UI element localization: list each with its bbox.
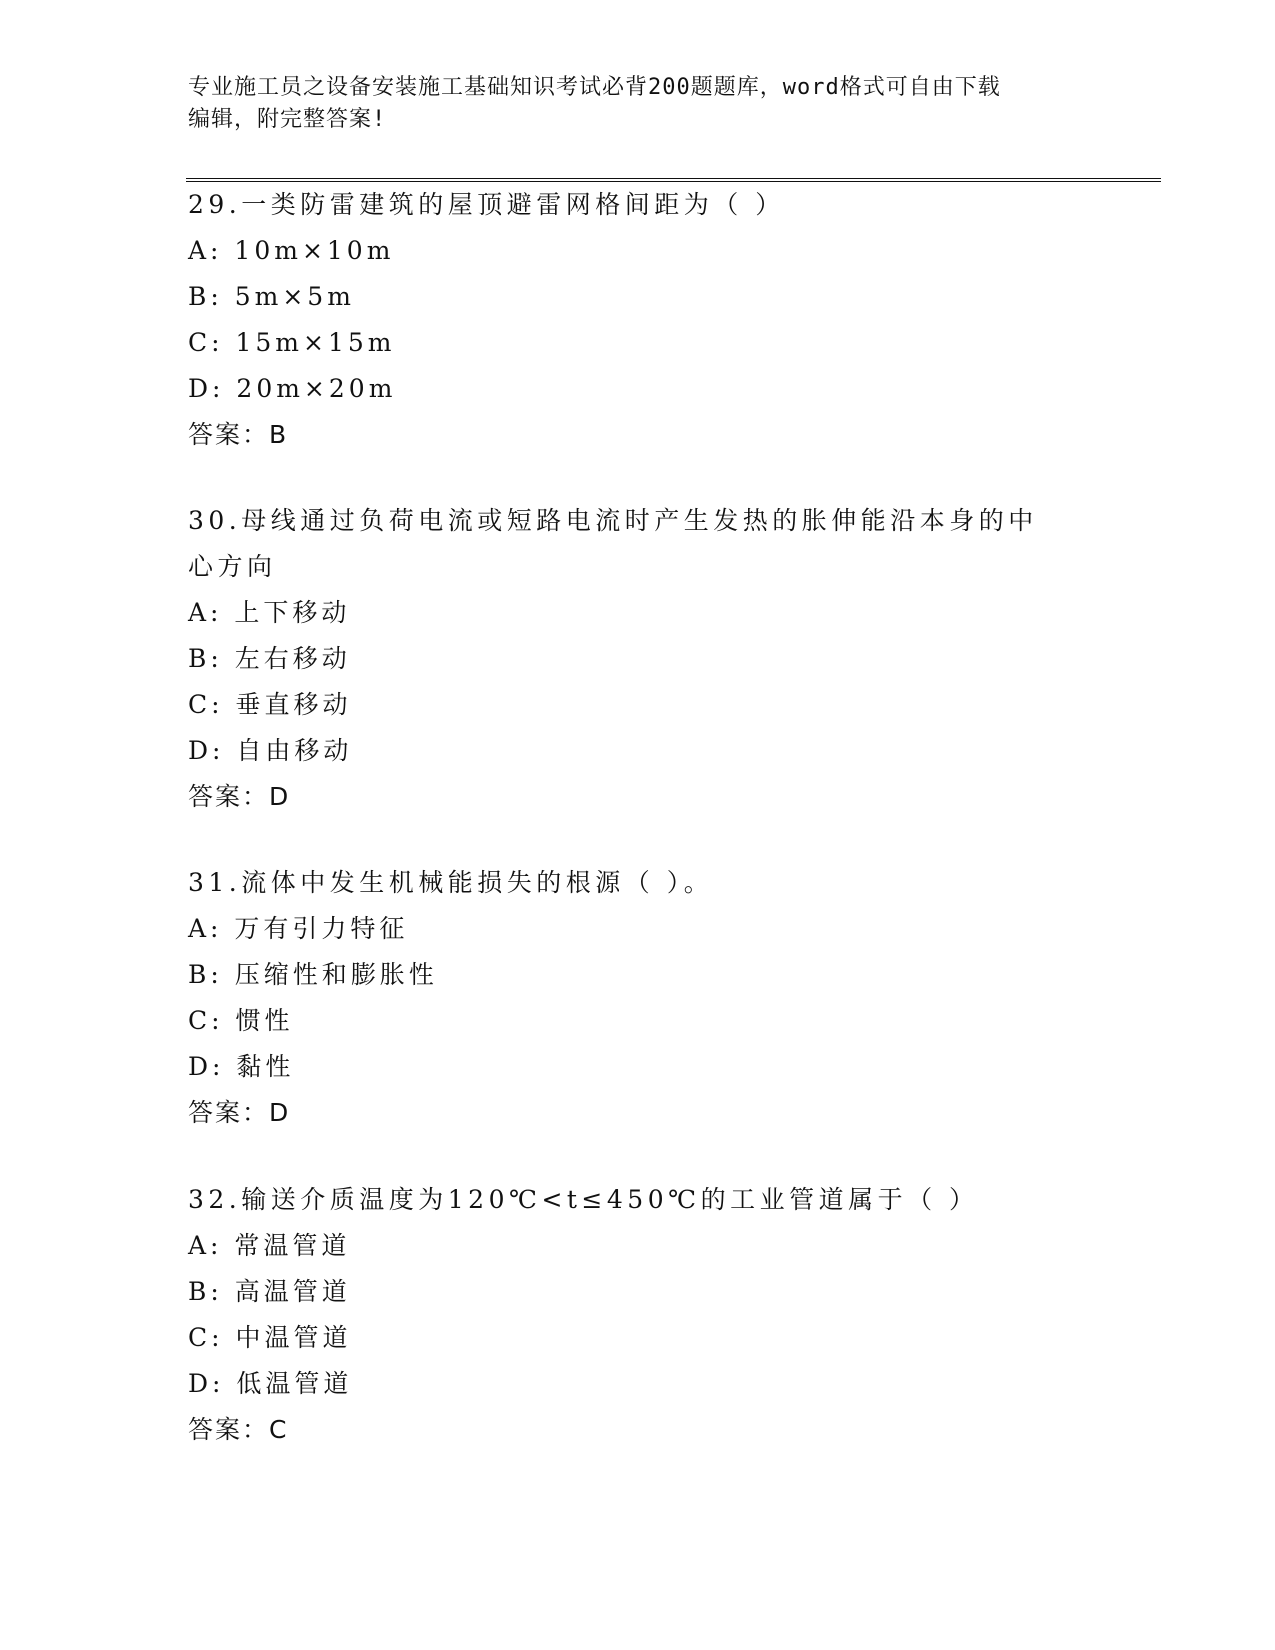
option-d: D: 低温管道 [188, 1369, 353, 1398]
option-a: A: 10m×10m [188, 236, 395, 265]
question-stem: 31.流体中发生机械能损失的根源（ ）。 [188, 868, 714, 897]
option-d: D: 黏性 [188, 1052, 295, 1081]
question-stem: 32.输送介质温度为120℃<t≤450℃的工业管道属于（ ） [188, 1185, 979, 1214]
question-32 [188, 1177, 1088, 1453]
option-c: C: 15m×15m [188, 328, 396, 357]
question-29 [188, 182, 1088, 458]
question-30 [188, 498, 1048, 820]
question-stem: 30.母线通过负荷电流或短路电流时产生发热的胀伸能沿本身的中心方向 [188, 506, 1038, 581]
option-b: B: 5m×5m [188, 282, 355, 311]
option-b: B: 左右移动 [188, 644, 351, 673]
option-c: C: 惯性 [188, 1006, 294, 1035]
header-line-1: 专业施工员之设备安装施工基础知识考试必背200题题库，word格式可自由下载 [188, 75, 1001, 100]
option-c: C: 垂直移动 [188, 690, 352, 719]
document-header [188, 72, 1088, 136]
option-a: A: 万有引力特征 [188, 914, 409, 943]
option-d: D: 20m×20m [188, 374, 397, 403]
answer: 答案：D [188, 1098, 291, 1127]
option-c: C: 中温管道 [188, 1323, 352, 1352]
answer: 答案：D [188, 782, 291, 811]
option-d: D: 自由移动 [188, 736, 353, 765]
answer: 答案：C [188, 1415, 289, 1444]
question-31 [188, 860, 1088, 1136]
option-a: A: 上下移动 [188, 598, 351, 627]
option-a: A: 常温管道 [188, 1231, 351, 1260]
question-stem: 29.一类防雷建筑的屋顶避雷网格间距为（ ） [188, 190, 785, 219]
answer: 答案：B [188, 420, 289, 449]
option-b: B: 高温管道 [188, 1277, 351, 1306]
option-b: B: 压缩性和膨胀性 [188, 960, 438, 989]
header-line-2: 编辑，附完整答案! [188, 107, 387, 132]
